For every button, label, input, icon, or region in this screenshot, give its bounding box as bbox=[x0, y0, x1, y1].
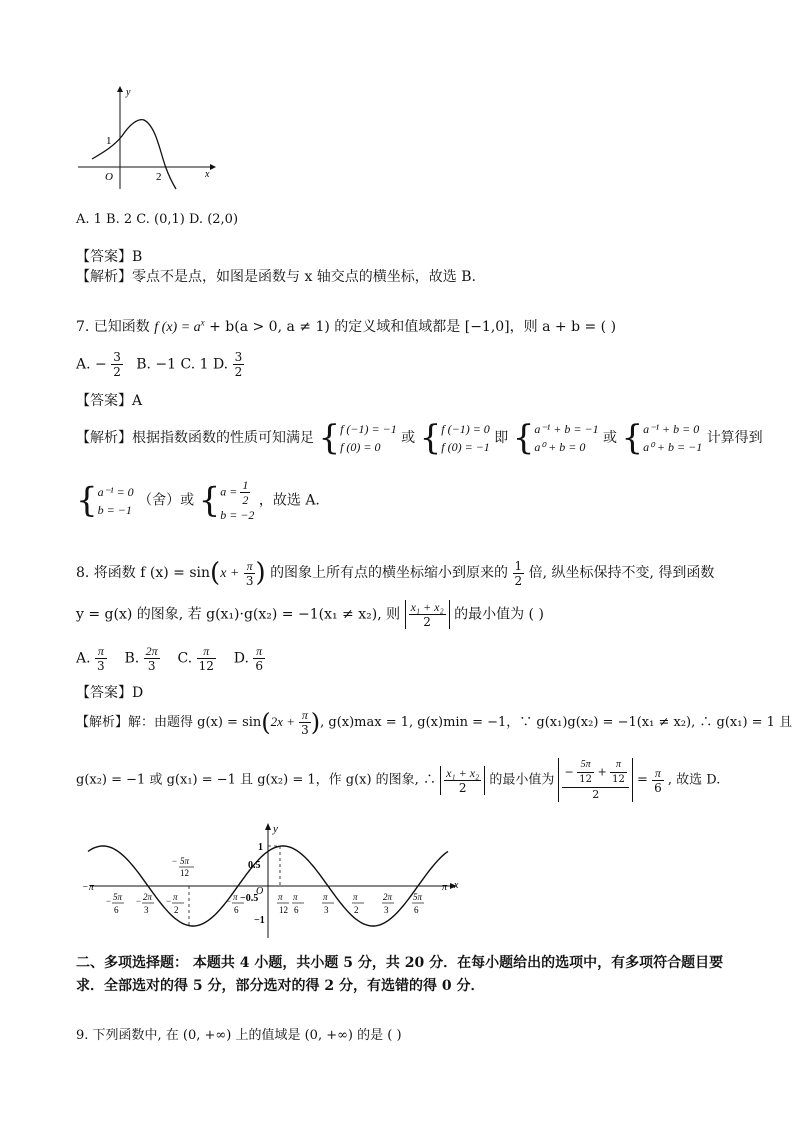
y-axis-label: y bbox=[126, 87, 131, 98]
q7-stem-lead: 7. 已知函数 bbox=[76, 319, 155, 335]
conclusion: ，故选 A. bbox=[258, 492, 320, 509]
q8-answer: 【答案】D bbox=[76, 685, 144, 701]
denominator: 2 bbox=[234, 365, 243, 379]
neg-5pi-12-minus: − bbox=[172, 856, 178, 866]
denominator: 2 bbox=[423, 615, 431, 629]
q8-stem2-lead: y = g(x) 的图象, 若 g(x₁)·g(x₂) = −1(x₁ ≠ x₂), 则 bbox=[76, 606, 401, 623]
plus: + bbox=[597, 765, 607, 779]
denominator: 2 bbox=[592, 788, 600, 801]
q8-options bbox=[76, 644, 265, 673]
fraction bbox=[299, 708, 311, 737]
equals: = bbox=[637, 772, 648, 788]
numerator: x₁ + x₂ bbox=[446, 765, 480, 780]
q7-opt-bcd: B. −1 C. 1 D. bbox=[136, 356, 229, 373]
x-tick-den: 2 bbox=[354, 905, 359, 915]
inner-fraction bbox=[577, 758, 594, 787]
q8-stem-mid: 的图象上所有点的横坐标缩小到原来的 bbox=[270, 565, 509, 581]
q7-analysis-line2: {a⁻¹ = 0 b = −1 （舍）或 {a = $\frac{1}{2}$ b = −2 ，故选 A. bbox=[76, 478, 320, 522]
denominator: 3 bbox=[97, 659, 105, 673]
minus: − bbox=[564, 765, 574, 779]
ji-word: 即 bbox=[494, 430, 509, 446]
numerator: π bbox=[652, 766, 664, 781]
numerator: π bbox=[299, 708, 311, 723]
fraction bbox=[562, 758, 628, 802]
q7-system-3 bbox=[534, 420, 598, 456]
q7-system-2 bbox=[441, 420, 490, 456]
y-tick-half: 0.5 bbox=[248, 860, 261, 871]
q7-opt-a-fraction bbox=[111, 350, 123, 379]
neg-5pi-12-num: 5π bbox=[180, 856, 190, 866]
numerator: 3 bbox=[113, 350, 121, 364]
y-tick-neg-1: −1 bbox=[254, 915, 265, 926]
eq: a⁻¹ + b = 0 bbox=[643, 422, 700, 436]
numerator: π bbox=[610, 758, 627, 773]
origin-label: O bbox=[105, 171, 113, 183]
zero-label: 2 bbox=[156, 171, 162, 183]
x-tick-den: 6 bbox=[294, 905, 299, 915]
q8-analysis-line1: 【解析】解：由题得 g(x) = sin(2x + $\frac{\pi}{3}$ ), g(x)max = 1, g(x)min = −1，∵ g(x₁)g(x₂) = −1(x₁ ≠ x₂), ∴ g(x₁) = 1 且 bbox=[76, 708, 793, 737]
q7-system-5 bbox=[98, 483, 134, 519]
q7-analysis-lead: 【解析】根据指数函数的性质可知满足 bbox=[76, 430, 314, 446]
inner-fraction bbox=[610, 758, 627, 787]
numerator: x₁ + x₂ bbox=[410, 600, 444, 614]
big-absolute-fraction bbox=[558, 758, 632, 802]
q7-stem-func: f (x) = a bbox=[154, 320, 201, 335]
eq: b = −2 bbox=[220, 508, 255, 522]
eq: a = bbox=[220, 484, 238, 499]
x-tick-den: 6 bbox=[414, 905, 419, 915]
q7-analysis-line1: 【解析】根据指数函数的性质可知满足 {f (−1) = −1 f (0) = 0 或 {f (−1) = 0 f (0) = −1 即 {a⁻¹ + b = −1 a⁰ + b = 0 或 {a⁻¹ + b = 0 a⁰ + b = −1 计算得到 bbox=[76, 418, 763, 458]
section-heading-line1: 二、多项选择题： 本题共 4 小题，共小题 5 分，共 20 分．在每小题给出的选项中，有多项符合题目要 bbox=[76, 955, 724, 971]
q7-options bbox=[76, 350, 244, 379]
x-tick-num: π bbox=[233, 892, 238, 902]
denominator: 12 bbox=[612, 774, 625, 785]
opt-label: A. bbox=[76, 650, 91, 667]
x-tick-num: 2π bbox=[383, 892, 393, 902]
eq: b = −1 bbox=[97, 502, 132, 517]
q7-opt-d-fraction bbox=[233, 350, 245, 379]
q7-stem: 7. 已知函数 f $(x) = a^x + b(a > 0$, a ≠ 1) 的定义域和值域都是 [−1,0]，则 a + b = ( ) bbox=[76, 317, 617, 335]
fraction bbox=[144, 644, 160, 673]
eq: f (0) = 0 bbox=[340, 440, 381, 454]
she-word: （舍）或 bbox=[138, 492, 195, 509]
x-tick-minus: − bbox=[136, 896, 142, 906]
numerator: π bbox=[253, 644, 265, 659]
x-tick-den: 6 bbox=[114, 905, 119, 915]
x-tick-num: π bbox=[353, 892, 358, 902]
q8-stem-line1: 8. 将函数 f (x) = sin(x + $\frac{\pi}{3}$ ) 的图象上所有点的横坐标缩小到原来的 $\frac{1}{2}$ 倍, 纵坐标保持不变, 得到函数 bbox=[76, 558, 715, 588]
q8-ana2-end: , 故选 D. bbox=[667, 772, 721, 788]
x-tick-den: 2 bbox=[174, 905, 179, 915]
cosine-graph-figure bbox=[72, 822, 462, 940]
denominator: 2 bbox=[113, 365, 121, 379]
y-axis-arrow bbox=[117, 86, 123, 92]
x-tick-num: π bbox=[293, 892, 298, 902]
or-word: 或 bbox=[603, 430, 618, 446]
denominator: 6 bbox=[654, 780, 662, 795]
fraction bbox=[513, 559, 525, 588]
numerator: π bbox=[95, 644, 107, 659]
q8-ana2-mid: 的最小值为 bbox=[489, 772, 555, 788]
numerator: 1 bbox=[514, 558, 523, 573]
denominator: 2 bbox=[458, 780, 467, 795]
opt-label: D. bbox=[233, 650, 249, 667]
eq: a⁻¹ = 0 bbox=[97, 484, 134, 499]
section-heading-line2: 求．全部选对的得 5 分，部分选对的得 2 分，有选错的得 0 分． bbox=[76, 978, 485, 994]
x-tick-num: π bbox=[173, 892, 178, 902]
x-tick-num: π bbox=[278, 892, 283, 902]
q9-stem: 9. 下列函数中, 在 (0, +∞) 上的值域是 (0, +∞) 的是 ( ) bbox=[76, 1028, 402, 1043]
q8-ana2-lead: g(x₂) = −1 或 g(x₁) = −1 且 g(x₂) = 1，作 g(x) 的图象, ∴ bbox=[76, 772, 436, 788]
opt-label: B. bbox=[124, 650, 140, 667]
x-tick-den: 3 bbox=[384, 905, 389, 915]
denominator: 12 bbox=[579, 774, 592, 785]
neg-5pi-12-den: 12 bbox=[180, 868, 189, 878]
x-tick-minus: − bbox=[106, 896, 112, 906]
q8-ana-rest: , g(x)max = 1, g(x)min = −1，∵ g(x₁)g(x₂) = −1(x₁ ≠ x₂), ∴ g(x₁) = 1 且 bbox=[320, 715, 793, 730]
q7-answer: 【答案】A bbox=[76, 393, 143, 409]
fraction bbox=[240, 478, 250, 507]
x-tick-minus: − bbox=[226, 896, 232, 906]
x-tick-den: 12 bbox=[279, 905, 288, 915]
q7-system-1 bbox=[340, 420, 397, 456]
numerator: π bbox=[197, 644, 216, 659]
or-word: 或 bbox=[401, 430, 416, 446]
eq: f (0) = −1 bbox=[441, 440, 490, 454]
q6-analysis: 【解析】零点不是点，如图是函数与 x 轴交点的横坐标，故选 B. bbox=[76, 269, 476, 285]
q8-ana-arg: 2x + bbox=[270, 714, 295, 729]
q6-answer: 【答案】B bbox=[76, 249, 143, 265]
fraction bbox=[444, 766, 481, 795]
denominator: 12 bbox=[198, 659, 214, 673]
y-axis-arrow bbox=[265, 823, 271, 830]
denominator: 2 bbox=[242, 493, 249, 507]
y-tick-1: 1 bbox=[258, 842, 263, 853]
x-tick-den: 3 bbox=[144, 905, 149, 915]
x-tick-num: π bbox=[323, 892, 328, 902]
denominator: 3 bbox=[301, 723, 309, 737]
y-tick-neg-half: −0.5 bbox=[240, 893, 259, 904]
x-tick-num: 5π bbox=[113, 892, 123, 902]
x-axis-label: x bbox=[205, 169, 210, 180]
eq: f (−1) = 0 bbox=[441, 422, 490, 436]
numerator: π bbox=[244, 559, 256, 574]
q8-ana-lead: 【解析】解：由题得 g(x) = sin bbox=[76, 715, 262, 730]
fraction bbox=[409, 600, 446, 629]
function-graph-figure bbox=[70, 84, 220, 194]
x-tick-num: 2π bbox=[143, 892, 153, 902]
fraction bbox=[253, 644, 265, 673]
q6-options: A. 1 B. 2 C. (0,1) D. (2,0) bbox=[76, 212, 239, 227]
numerator: 2π bbox=[145, 644, 158, 658]
q8-analysis-line2 bbox=[76, 758, 720, 802]
q7-system-4 bbox=[643, 420, 702, 456]
eq: a⁰ + b = −1 bbox=[643, 440, 703, 454]
calc-word: 计算得到 bbox=[706, 430, 763, 446]
x-tick-labels bbox=[82, 882, 448, 915]
numerator: 5π bbox=[577, 758, 594, 773]
denominator: 2 bbox=[514, 573, 523, 588]
fraction bbox=[95, 644, 107, 673]
fraction bbox=[244, 559, 256, 588]
x-tick-num: 5π bbox=[413, 892, 423, 902]
q7-system-6 bbox=[220, 478, 254, 523]
numerator: 1 bbox=[242, 478, 249, 492]
x-tick-den: 3 bbox=[324, 905, 329, 915]
fraction bbox=[652, 766, 664, 795]
opt-label: C. bbox=[177, 650, 193, 667]
denominator: 6 bbox=[255, 659, 263, 673]
eq: f (−1) = −1 bbox=[340, 422, 397, 436]
q7-stem-rest: + b(a > 0, a ≠ 1) 的定义域和值域都是 [−1,0]，则 a + b = ( ) bbox=[204, 319, 617, 335]
x-tick-label: π bbox=[442, 882, 448, 893]
denominator: 3 bbox=[245, 573, 254, 588]
y-intercept-label: 1 bbox=[106, 135, 112, 147]
eq: a⁻¹ + b = −1 bbox=[534, 422, 599, 436]
x-axis-arrow bbox=[210, 164, 216, 170]
numerator: 3 bbox=[234, 350, 243, 364]
denominator: 3 bbox=[147, 659, 156, 673]
x-tick-minus: − bbox=[166, 896, 172, 906]
x-axis-label: x bbox=[454, 880, 459, 891]
q8-stem-end: 倍, 纵坐标保持不变, 得到函数 bbox=[528, 565, 715, 581]
fraction bbox=[197, 644, 216, 673]
q7-opt-a: A. − bbox=[76, 356, 107, 373]
x-tick-label: −π bbox=[82, 882, 94, 893]
origin-label: O bbox=[256, 886, 264, 897]
q8-stem-line2 bbox=[76, 600, 544, 629]
q8-stem2-end: 的最小值为 ( ) bbox=[454, 606, 544, 623]
eq: a⁰ + b = 0 bbox=[534, 440, 586, 454]
y-axis-label: y bbox=[273, 823, 278, 835]
numerator bbox=[562, 758, 628, 788]
q8-stem-arg: x + bbox=[220, 566, 240, 581]
q8-stem-lead: 8. 将函数 f (x) = sin bbox=[76, 565, 211, 581]
x-tick-den: 6 bbox=[234, 905, 239, 915]
